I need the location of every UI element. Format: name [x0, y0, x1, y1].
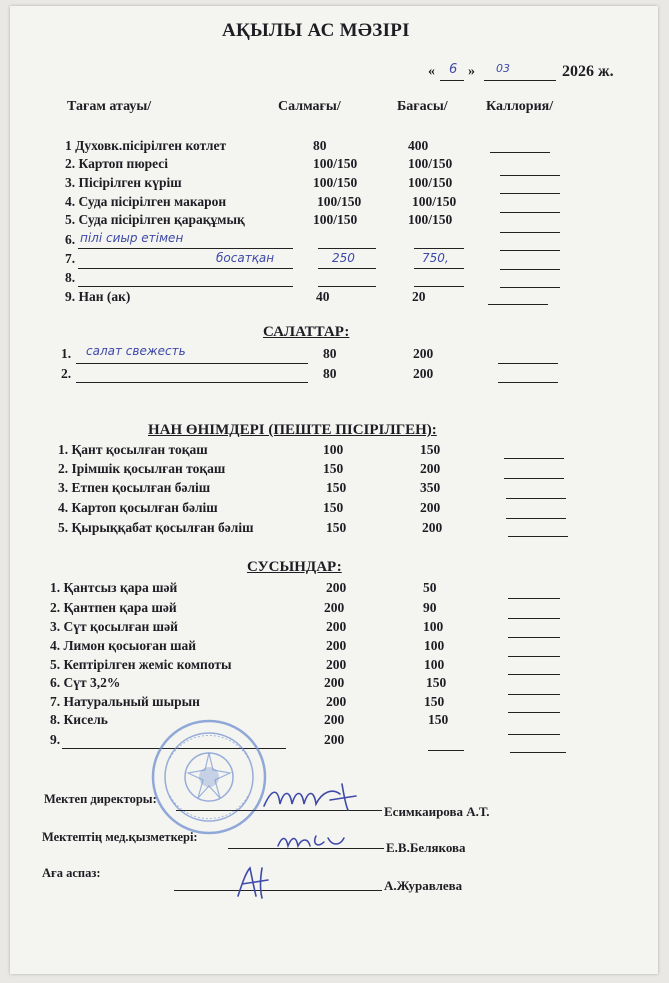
- main-item-5-name: 5. Суда пісірілген қарақұмық: [65, 212, 245, 227]
- calorie-line: [500, 212, 560, 213]
- main-item-4-price: 100/150: [412, 194, 457, 209]
- column-header-price: Бағасы/: [397, 99, 448, 114]
- cook-label: Аға аспаз:: [42, 866, 101, 880]
- calorie-line: [508, 656, 560, 657]
- drink-5-price: 100: [424, 657, 445, 672]
- calorie-line: [488, 304, 548, 305]
- calorie-line: [508, 694, 560, 695]
- salad-2-name: 2.: [61, 366, 72, 381]
- drink-6-name: 6. Сүт 3,2%: [50, 675, 121, 690]
- main-item-2-weight: 100/150: [313, 156, 358, 171]
- drink-7-weight: 200: [326, 694, 347, 709]
- calorie-line: [508, 734, 560, 735]
- director-signature: [260, 780, 360, 816]
- main-item-1-weight: 80: [313, 138, 327, 153]
- drink-3-weight: 200: [326, 619, 347, 634]
- main-item-2-name: 2. Картоп пюресі: [65, 156, 169, 171]
- bakery-4-name: 4. Картоп қосылған бәліш: [58, 500, 218, 515]
- bakery-1-weight: 100: [323, 442, 344, 457]
- bakery-1-name: 1. Қант қосылған тоқаш: [58, 442, 208, 457]
- bakery-5-name: 5. Қырыққабат қосылған бәліш: [58, 520, 254, 535]
- cook-name: А.Журавлева: [384, 878, 463, 893]
- calorie-line: [508, 598, 560, 599]
- director-label: Мектеп директоры:: [44, 792, 157, 806]
- drink-6-weight: 200: [324, 675, 345, 690]
- drink-7-price: 150: [424, 694, 445, 709]
- drink-9-name: 9.: [50, 732, 61, 747]
- column-header-name: Тағам атауы/: [67, 99, 152, 114]
- weight-blank-line: [318, 248, 376, 249]
- salads-section-title: САЛАТТАР:: [263, 324, 350, 340]
- main-item-7-price: 750,: [422, 251, 449, 265]
- drink-2-name: 2. Қантпен қара шәй: [50, 600, 177, 615]
- medic-signature: [274, 826, 354, 854]
- calorie-line: [504, 458, 564, 459]
- drink-8-price: 150: [428, 712, 449, 727]
- calorie-line: [508, 536, 568, 537]
- bakery-5-price: 200: [422, 520, 443, 535]
- drink-3-price: 100: [423, 619, 444, 634]
- calorie-line: [510, 752, 566, 753]
- price-blank-line: [428, 750, 464, 751]
- main-item-7-weight: 250: [332, 251, 355, 265]
- calorie-line: [508, 618, 560, 619]
- calorie-line: [498, 382, 558, 383]
- drink-2-price: 90: [423, 600, 437, 615]
- bakery-3-price: 350: [420, 480, 441, 495]
- drink-4-weight: 200: [326, 638, 347, 653]
- drink-1-price: 50: [423, 580, 437, 595]
- drink-5-name: 5. Кептірілген жеміс компоты: [50, 657, 232, 672]
- main-item-3-price: 100/150: [408, 175, 453, 190]
- name-blank-line: [76, 363, 308, 364]
- main-item-1-price: 400: [408, 138, 429, 153]
- price-blank-line: [414, 286, 464, 287]
- calorie-line: [498, 363, 558, 364]
- calorie-line: [506, 518, 566, 519]
- bakery-1-price: 150: [420, 442, 441, 457]
- drinks-section-title: СУСЫНДАР:: [247, 559, 342, 575]
- main-item-4-name: 4. Суда пісірілген макарон: [65, 194, 227, 209]
- salad-2-price: 200: [413, 366, 434, 381]
- official-seal-stamp: [150, 718, 268, 836]
- column-header-calorie: Каллория/: [486, 99, 554, 114]
- calorie-line: [500, 193, 560, 194]
- name-blank-line: [78, 248, 293, 249]
- main-item-9-name: 9. Нан (ак): [65, 289, 131, 304]
- date-month: 03: [496, 62, 510, 75]
- drink-1-weight: 200: [326, 580, 347, 595]
- main-item-5-price: 100/150: [408, 212, 453, 227]
- weight-blank-line: [318, 268, 376, 269]
- calorie-line: [504, 478, 564, 479]
- medic-name: Е.В.Белякова: [386, 840, 466, 855]
- bakery-2-weight: 150: [323, 461, 344, 476]
- price-blank-line: [414, 268, 464, 269]
- date-month-line: [484, 80, 556, 81]
- drink-4-name: 4. Лимон қосыоған шай: [50, 638, 197, 653]
- calorie-line: [508, 637, 560, 638]
- salad-1-name: 1.: [61, 346, 72, 361]
- column-header-weight: Салмағы/: [278, 99, 341, 114]
- main-item-4-weight: 100/150: [317, 194, 362, 209]
- main-item-6-handwritten: пілі сиыр етімен: [80, 231, 184, 245]
- drink-8-weight: 200: [324, 712, 345, 727]
- main-item-3-weight: 100/150: [313, 175, 358, 190]
- main-item-9-weight: 40: [316, 289, 330, 304]
- date-close-quote: »: [468, 64, 475, 79]
- page-title: АҚЫЛЫ АС МӘЗІРІ: [222, 20, 410, 41]
- name-blank-line: [76, 382, 308, 383]
- salad-2-weight: 80: [323, 366, 337, 381]
- drink-6-price: 150: [426, 675, 447, 690]
- bakery-4-price: 200: [420, 500, 441, 515]
- drink-2-weight: 200: [324, 600, 345, 615]
- name-blank-line: [78, 268, 293, 269]
- drink-9-weight: 200: [324, 732, 345, 747]
- bakery-3-weight: 150: [326, 480, 347, 495]
- calorie-line: [508, 712, 560, 713]
- calorie-line: [500, 269, 560, 270]
- calorie-line: [500, 175, 560, 176]
- main-item-7-name: 7.: [65, 251, 76, 266]
- menu-page: [10, 6, 658, 974]
- date-day-line: [440, 80, 464, 81]
- main-item-9-price: 20: [412, 289, 426, 304]
- drink-5-weight: 200: [326, 657, 347, 672]
- bakery-2-name: 2. Ірімшік қосылған тоқаш: [58, 461, 226, 476]
- main-item-8-name: 8.: [65, 270, 76, 285]
- name-blank-line: [78, 286, 293, 287]
- salad-1-price: 200: [413, 346, 434, 361]
- main-item-5-weight: 100/150: [313, 212, 358, 227]
- salad-1-handwritten: салат свежесть: [86, 344, 186, 358]
- calorie-line: [490, 152, 550, 153]
- calorie-line: [500, 287, 560, 288]
- calorie-line: [500, 250, 560, 251]
- cook-signature: [228, 864, 288, 900]
- bakery-2-price: 200: [420, 461, 441, 476]
- price-blank-line: [414, 248, 464, 249]
- bakery-3-name: 3. Етпен қосылған бәліш: [58, 480, 211, 495]
- main-item-3-name: 3. Пісірілген күріш: [65, 175, 182, 190]
- drink-4-price: 100: [424, 638, 445, 653]
- bakery-5-weight: 150: [326, 520, 347, 535]
- main-item-6-name: 6.: [65, 232, 76, 247]
- drink-1-name: 1. Қантсыз қара шәй: [50, 580, 178, 595]
- date-open-quote: «: [428, 64, 435, 79]
- weight-blank-line: [318, 286, 376, 287]
- drink-8-name: 8. Кисель: [50, 712, 108, 727]
- date-day: 6: [449, 62, 458, 77]
- salad-1-weight: 80: [323, 346, 337, 361]
- drink-7-name: 7. Натуральный шырын: [50, 694, 200, 709]
- main-item-1-name: 1 Духовк.пісірілген котлет: [65, 138, 227, 153]
- medic-label: Мектептің мед.қызметкері:: [42, 830, 198, 844]
- bakery-section-title: НАН ӨНІМДЕРІ (ПЕШТЕ ПІСІРІЛГЕН):: [148, 422, 437, 438]
- date-year: 2026 ж.: [562, 63, 614, 80]
- main-item-2-price: 100/150: [408, 156, 453, 171]
- director-name: Есимкаирова А.Т.: [384, 804, 490, 819]
- calorie-line: [508, 674, 560, 675]
- calorie-line: [506, 498, 566, 499]
- calorie-line: [500, 232, 560, 233]
- bakery-4-weight: 150: [323, 500, 344, 515]
- drink-3-name: 3. Сүт қосылған шәй: [50, 619, 178, 634]
- main-item-7-handwritten: босатқан: [216, 251, 275, 265]
